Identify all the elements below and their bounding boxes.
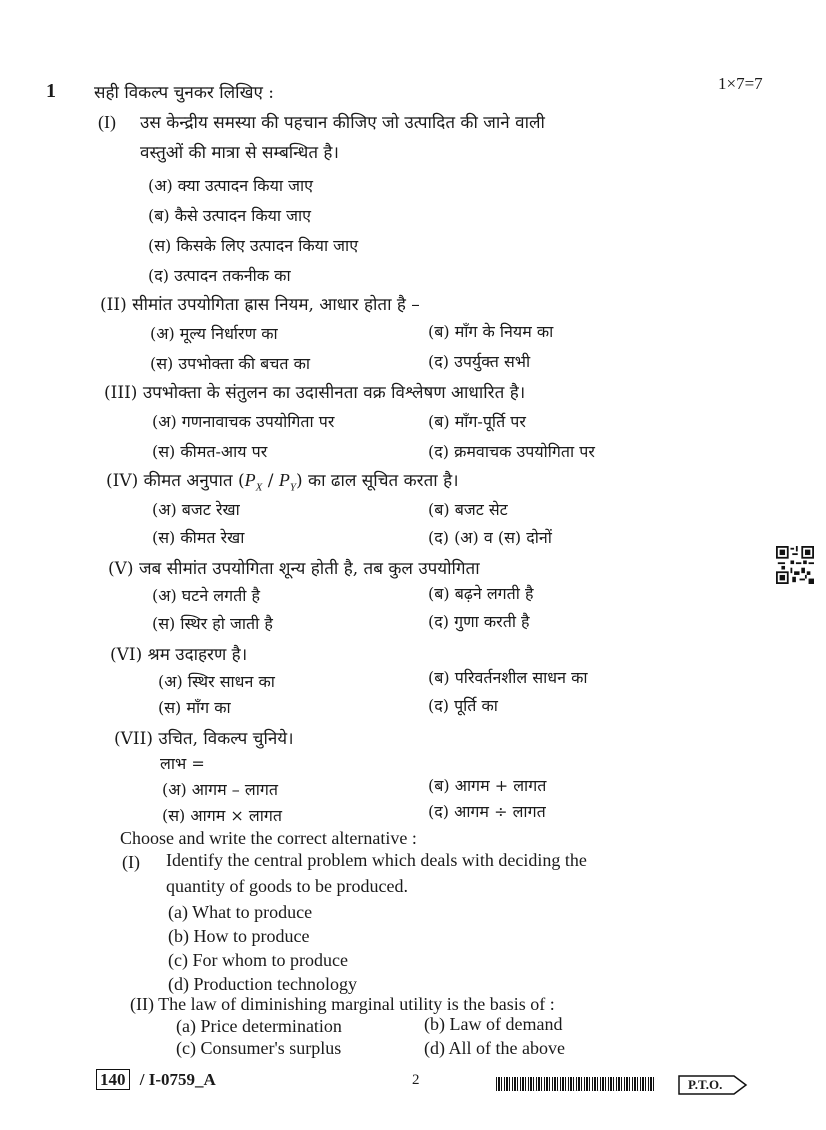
english-q1-line1: Identify the central problem which deals with deciding the xyxy=(166,850,587,870)
english-q2-option-b: (b) Law of demand xyxy=(424,1014,563,1034)
hindi-q7-option-d: (द) आगम ÷ लागत xyxy=(428,802,546,821)
hindi-q1-option-c: (स) किसके लिए उत्पादन किया जाए xyxy=(148,236,359,255)
hindi-q4-px-sub: X xyxy=(255,481,263,494)
footer-paper-code: / I-0759_A xyxy=(139,1070,216,1089)
page-number: 2 xyxy=(412,1072,420,1088)
hindi-q4-post: ) का ढाल सूचित करता है। xyxy=(296,471,459,491)
hindi-q2-option-c: (स) उपभोक्ता की बचत का xyxy=(150,354,311,373)
hindi-q6-text: (VI) श्रम उदाहरण है। xyxy=(110,645,248,665)
hindi-q3-text: (III) उपभोक्ता के संतुलन का उदासीनता वक्र विश्लेषण आधारित है। xyxy=(104,383,526,403)
hindi-q1-option-a: (अ) क्या उत्पादन किया जाए xyxy=(148,176,313,195)
hindi-q7-sub: लाभ = xyxy=(160,754,205,773)
hindi-q7-option-b: (ब) आगम + लागत xyxy=(428,776,547,795)
footer-code-box: 140 xyxy=(96,1069,130,1090)
hindi-q3-option-b: (ब) माँग-पूर्ति पर xyxy=(428,412,526,431)
question-number: 1 xyxy=(46,80,56,102)
hindi-q4-px: P xyxy=(244,470,256,490)
hindi-q6-option-a: (अ) स्थिर साधन का xyxy=(158,672,275,691)
hindi-q1-option-b: (ब) कैसे उत्पादन किया जाए xyxy=(148,206,312,225)
english-q1-option-c: (c) For whom to produce xyxy=(168,950,348,970)
hindi-q5-option-d: (द) गुणा करती है xyxy=(428,612,530,631)
hindi-q1-option-d: (द) उत्पादन तकनीक का xyxy=(148,266,291,285)
hindi-q3-option-c: (स) कीमत-आय पर xyxy=(152,442,268,461)
english-instruction: Choose and write the correct alternative : xyxy=(120,828,417,848)
hindi-q7-option-c: (स) आगम × लागत xyxy=(162,806,283,825)
english-q2-option-c: (c) Consumer's surplus xyxy=(176,1038,342,1058)
hindi-q4-option-b: (ब) बजट सेट xyxy=(428,500,508,519)
hindi-q3-option-d: (द) क्रमवाचक उपयोगिता पर xyxy=(428,442,595,461)
hindi-q5-option-a: (अ) घटने लगती है xyxy=(152,586,260,605)
hindi-q3-option-a: (अ) गणनावाचक उपयोगिता पर xyxy=(152,412,335,431)
hindi-q2-option-b: (ब) माँग के नियम का xyxy=(428,322,554,341)
hindi-q1-line2: वस्तुओं की मात्रा से सम्बन्धित है। xyxy=(140,143,339,163)
hindi-q2-text: (II) सीमांत उपयोगिता ह्रास नियम, आधार होता है – xyxy=(100,295,420,315)
hindi-q5-option-c: (स) स्थिर हो जाती है xyxy=(152,614,273,633)
footer-code xyxy=(96,1070,216,1090)
english-q1-option-d: (d) Production technology xyxy=(168,974,357,994)
hindi-q7-text: (VII) उचित, विकल्प चुनिये। xyxy=(114,729,294,749)
hindi-q1-line1: उस केन्द्रीय समस्या की पहचान कीजिए जो उत्पादित की जाने वाली xyxy=(140,113,545,133)
english-q1-option-a: (a) What to produce xyxy=(168,902,313,922)
hindi-q4-option-a: (अ) बजट रेखा xyxy=(152,500,240,519)
hindi-q4-pre: (IV) कीमत अनुपात ( xyxy=(106,471,245,491)
pto-label: P.T.O. xyxy=(688,1077,723,1092)
hindi-q2-option-d: (द) उपर्युक्त सभी xyxy=(428,352,531,371)
hindi-q6-option-d: (द) पूर्ति का xyxy=(428,696,498,715)
hindi-q7-option-a: (अ) आगम – लागत xyxy=(162,780,279,799)
hindi-q6-option-c: (स) माँग का xyxy=(158,698,231,717)
barcode xyxy=(496,1077,656,1091)
hindi-instruction: सही विकल्प चुनकर लिखिए : xyxy=(94,83,275,103)
hindi-q4-option-d: (द) (अ) व (स) दोनों xyxy=(428,528,552,547)
hindi-q4-slash: / xyxy=(262,471,279,491)
english-q2-text: (II) The law of diminishing marginal utility is the basis of : xyxy=(130,994,555,1014)
english-q2-option-a: (a) Price determination xyxy=(176,1016,342,1036)
hindi-q4-py-sub: Y xyxy=(289,481,296,494)
hindi-q5-option-b: (ब) बढ़ने लगती है xyxy=(428,584,534,603)
english-q1-option-b: (b) How to produce xyxy=(168,926,310,946)
hindi-q6-option-b: (ब) परिवर्तनशील साधन का xyxy=(428,668,588,687)
hindi-q2-option-a: (अ) मूल्य निर्धारण का xyxy=(150,324,278,343)
hindi-q1-number: (I) xyxy=(98,112,116,132)
hindi-q4-py: P xyxy=(278,470,290,490)
hindi-q4-text xyxy=(106,468,459,493)
qr-code xyxy=(776,546,814,584)
english-q2-option-d: (d) All of the above xyxy=(424,1038,565,1058)
english-q1-line2: quantity of goods to be produced. xyxy=(166,876,408,896)
marks: 1×7=7 xyxy=(718,74,763,93)
english-q1-number: (I) xyxy=(122,852,140,872)
hindi-q5-text: (V) जब सीमांत उपयोगिता शून्य होती है, तब कुल उपयोगिता xyxy=(108,559,480,579)
hindi-q4-option-c: (स) कीमत रेखा xyxy=(152,528,245,547)
